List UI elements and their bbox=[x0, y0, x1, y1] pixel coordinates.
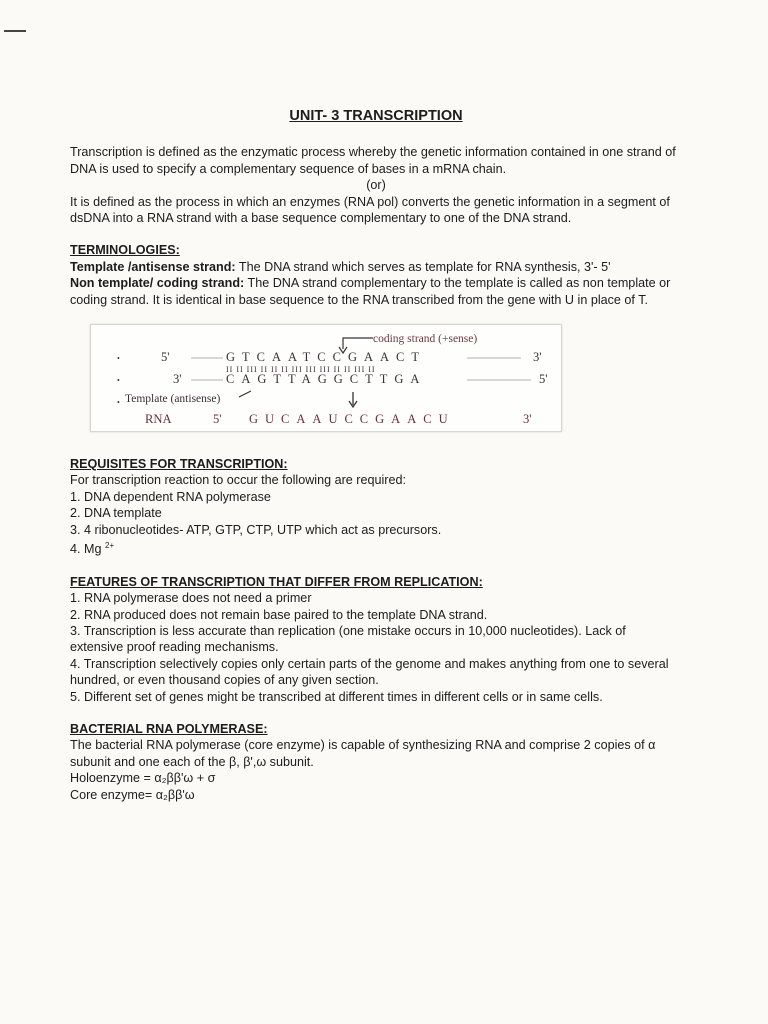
page-title: UNIT- 3 TRANSCRIPTION bbox=[289, 108, 463, 124]
bacterial-rna-polymerase-description: The bacterial RNA polymerase (core enzyme) is capable of synthesizing RNA and comprise 2 copies of α subunit and one each of the β, β',ω subunit. bbox=[70, 738, 656, 769]
top-strand-3prime: 3' bbox=[533, 350, 542, 365]
terminologies-heading: TERMINOLOGIES: bbox=[70, 243, 180, 258]
coding-strand-label: coding strand (+sense) bbox=[373, 333, 478, 346]
bullet-2: • bbox=[117, 376, 120, 386]
feature-item: 4. Transcription selectively copies only certain parts of the genome and makes anything from one to several hundred, or even thousand copies of any given section. bbox=[70, 656, 669, 688]
scan-mark bbox=[4, 30, 26, 32]
requisites-intro: For transcription reaction to occur the following are required: bbox=[70, 473, 406, 488]
template-label: Template (antisense) bbox=[125, 393, 221, 406]
features-heading: FEATURES OF TRANSCRIPTION THAT DIFFER FROM REPLICATION: bbox=[70, 574, 483, 589]
requisite-item: 2. DNA template bbox=[70, 506, 162, 521]
intro-or: (or) bbox=[366, 178, 386, 193]
core-enzyme-formula: Core enzyme= α₂ββ'ω bbox=[70, 787, 195, 802]
bottom-strand-5prime: 5' bbox=[539, 372, 548, 387]
holoenzyme-formula: Holoenzyme = α₂ββ'ω + σ bbox=[70, 771, 216, 786]
bullet-3: • bbox=[117, 398, 120, 408]
coding-arrow bbox=[343, 338, 373, 349]
template-strand-text: The DNA strand which serves as template for RNA synthesis, 3'- 5' bbox=[238, 259, 611, 274]
nontemplate-strand-text: The DNA strand complementary to the template is called as non template or coding strand. It is identical in base sequence to the RNA transcribed from the gene with U in place of T. bbox=[70, 276, 671, 307]
rna-label: RNA bbox=[145, 412, 172, 427]
template-arrow bbox=[239, 391, 251, 397]
rna-sequence: GUCAAUCCGAACU bbox=[249, 412, 455, 427]
transcription-figure bbox=[90, 324, 562, 432]
template-strand-term: Template /antisense strand: bbox=[70, 259, 236, 274]
bottom-strand-3prime: 3' bbox=[173, 372, 182, 387]
top-strand-5prime: 5' bbox=[161, 350, 170, 365]
feature-item: 5. Different set of genes might be transcribed at different times in different cells or in same cells. bbox=[70, 689, 603, 704]
feature-item: 3. Transcription is less accurate than replication (one mistake occurs in 10,000 nucleotides). Lack of extensive proof reading mechanisms. bbox=[70, 623, 626, 655]
base-pair-marks: II II III II II II III III III II II III II bbox=[226, 365, 376, 375]
feature-item: 1. RNA polymerase does not need a primer bbox=[70, 591, 312, 606]
feature-item: 2. RNA produced does not remain base paired to the template DNA strand. bbox=[70, 607, 488, 622]
intro-paragraph-2: It is defined as the process in which an enzymes (RNA pol) converts the genetic information in a segment of dsDNA into a RNA strand with a base sequence complementary to one of the DNA strand. bbox=[70, 194, 670, 226]
rna-3prime: 3' bbox=[523, 412, 532, 427]
top-strand-sequence: GTCAATCCGAACT bbox=[226, 350, 427, 365]
bullet-1: • bbox=[117, 354, 120, 364]
mg-charge: 2+ bbox=[105, 541, 115, 551]
requisite-item-mg bbox=[70, 538, 682, 558]
bacterial-rna-polymerase-heading: BACTERIAL RNA POLYMERASE: bbox=[70, 721, 268, 736]
requisite-item: 3. 4 ribonucleotides- ATP, GTP, CTP, UTP which act as precursors. bbox=[70, 522, 442, 537]
bottom-strand-sequence: CAGTTAGGCTTGA bbox=[226, 372, 427, 387]
nontemplate-strand-term: Non template/ coding strand: bbox=[70, 276, 245, 291]
mg-label: 4. Mg bbox=[70, 542, 102, 557]
rna-5prime: 5' bbox=[213, 412, 222, 427]
nontemplate-strand-definition bbox=[70, 275, 682, 308]
intro-paragraph-1: Transcription is defined as the enzymatic process whereby the genetic information contained in one strand of DNA is used to specify a complementary sequence of bases in a mRNA chain. bbox=[70, 145, 676, 176]
template-strand-definition bbox=[70, 259, 682, 275]
requisites-heading: REQUISITES FOR TRANSCRIPTION: bbox=[70, 457, 288, 472]
document-page bbox=[70, 108, 682, 803]
requisite-item: 1. DNA dependent RNA polymerase bbox=[70, 489, 271, 504]
